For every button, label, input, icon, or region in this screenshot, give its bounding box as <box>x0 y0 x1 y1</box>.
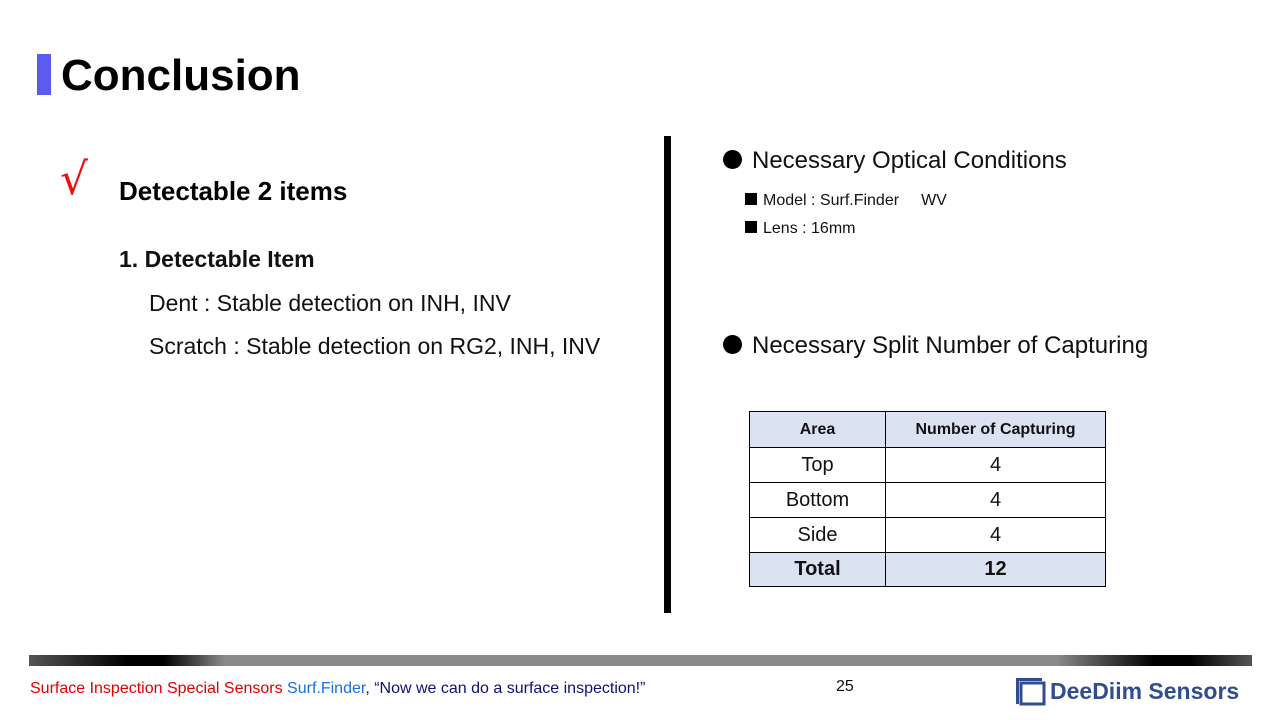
page-title: Conclusion <box>61 51 301 100</box>
bullet-square-icon <box>745 193 757 205</box>
title-accent-bar <box>37 54 51 95</box>
footer-tagline <box>30 679 645 699</box>
table-total-value: 12 <box>886 553 1106 587</box>
dent-detection-text: Dent : Stable detection on INH, INV <box>149 290 511 316</box>
page-number: 25 <box>836 678 854 695</box>
table-cell-count: 4 <box>886 483 1106 518</box>
table-total-label: Total <box>750 553 886 587</box>
scratch-detection-text: Scratch : Stable detection on RG2, INH, INV <box>149 333 601 359</box>
table-total-row <box>750 553 1106 587</box>
tagline-red: Surface Inspection Special Sensors <box>30 680 283 697</box>
detectable-heading: Detectable 2 items <box>119 176 348 206</box>
lens-label: Lens : 16mm <box>763 220 856 237</box>
bullet-square-icon <box>745 221 757 233</box>
split-capturing-label: Necessary Split Number of Capturing <box>752 332 1149 359</box>
capturing-table <box>749 411 1106 587</box>
split-capturing-heading <box>723 331 1148 361</box>
logo-text: DeeDiim Sensors <box>1050 678 1240 704</box>
table-row <box>750 518 1106 553</box>
table-header-row <box>750 412 1106 448</box>
model-label: Model : Surf.Finder <box>763 192 900 209</box>
table-cell-area: Bottom <box>750 483 886 518</box>
tagline-slogan: , “Now we can do a surface inspection!” <box>365 680 646 697</box>
model-suffix: WV <box>921 192 947 209</box>
header-area: Area <box>750 412 886 448</box>
detectable-item-heading: 1. Detectable Item <box>119 246 315 272</box>
model-item <box>745 190 947 212</box>
table-cell-count: 4 <box>886 518 1106 553</box>
table-cell-area: Side <box>750 518 886 553</box>
optical-conditions-label: Necessary Optical Conditions <box>752 147 1067 174</box>
tagline-brand: Surf.Finder <box>287 680 366 697</box>
vertical-divider <box>664 136 671 613</box>
lens-item <box>745 218 855 240</box>
footer-gradient-bar <box>29 655 1252 666</box>
table-cell-area: Top <box>750 448 886 483</box>
table-row <box>750 483 1106 518</box>
optical-conditions-heading <box>723 146 1067 176</box>
checkmark-icon: √ <box>60 154 89 205</box>
header-number-of-capturing: Number of Capturing <box>886 412 1106 448</box>
bullet-circle-icon <box>723 150 742 169</box>
table-row <box>750 448 1106 483</box>
table-cell-count: 4 <box>886 448 1106 483</box>
logo-mark-icon <box>1014 676 1046 706</box>
bullet-circle-icon <box>723 335 742 354</box>
